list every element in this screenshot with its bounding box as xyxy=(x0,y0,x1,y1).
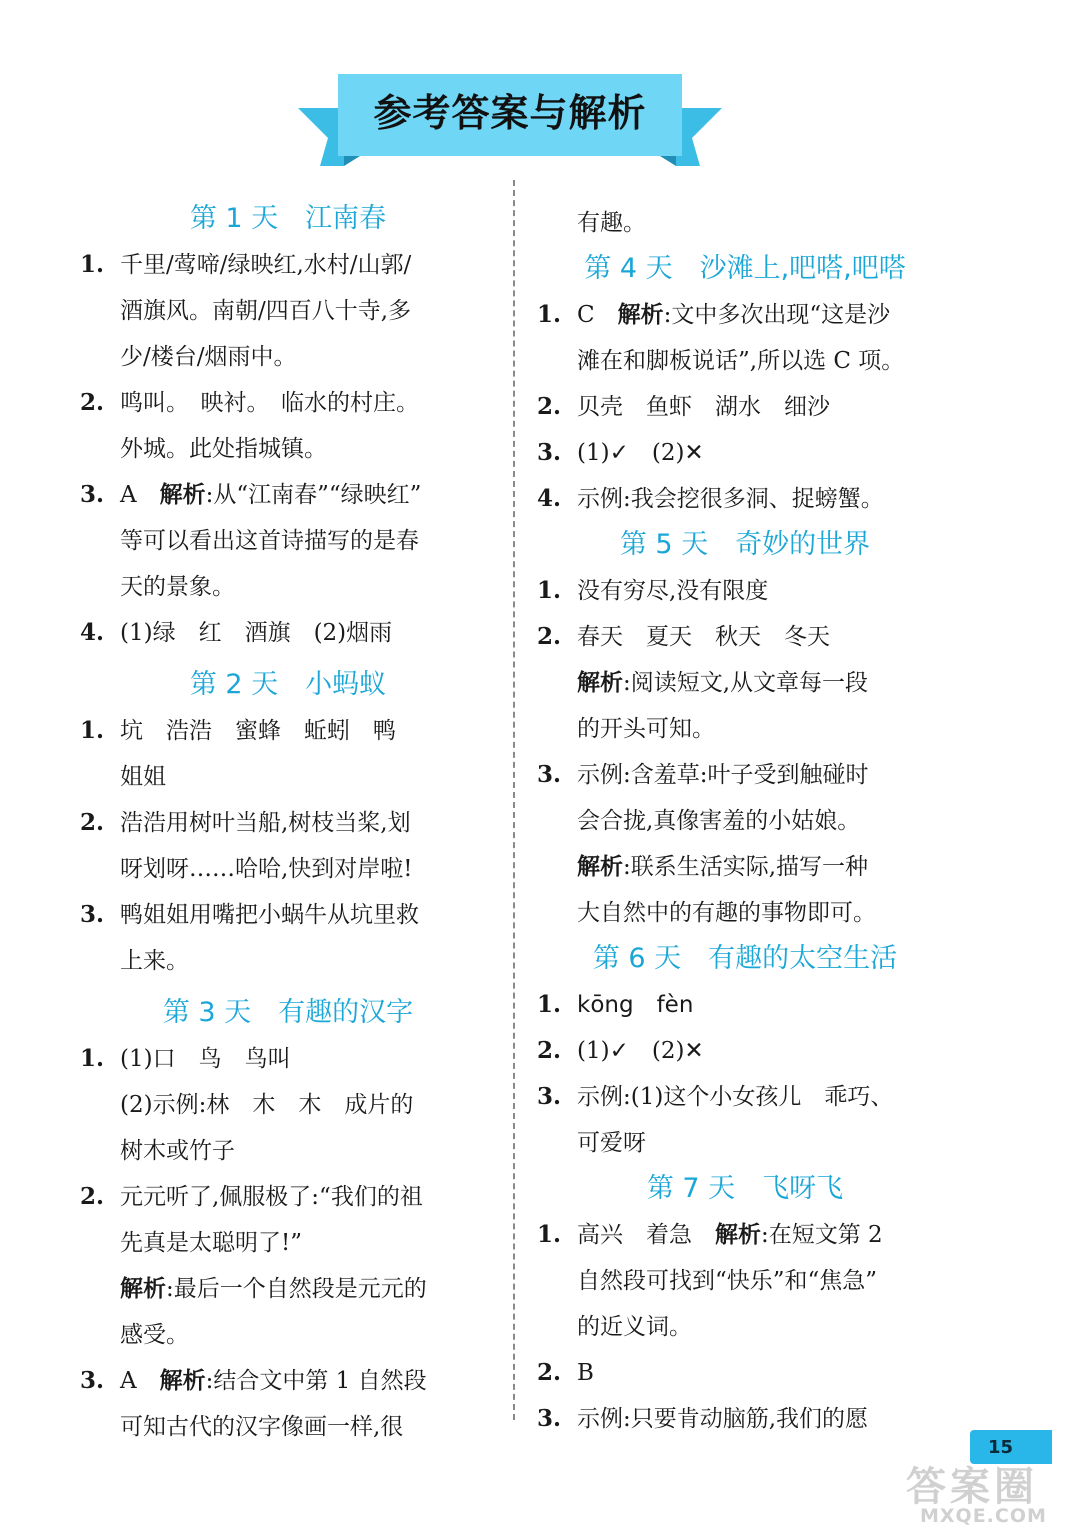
analysis-label: 解析 xyxy=(577,670,623,696)
analysis-text: :在短文第 2 xyxy=(761,1222,883,1248)
answer-line: 春天 夏天 秋天 冬天 xyxy=(577,624,830,650)
answer-item xyxy=(78,892,498,984)
left-column xyxy=(78,196,498,1450)
item-number: 2. xyxy=(537,1359,562,1386)
answer-line: 外城。此处指城镇。 xyxy=(120,436,327,462)
item-number: 3. xyxy=(537,1405,562,1432)
answer-item xyxy=(535,1028,955,1074)
answer-line: (1)口 鸟 鸟叫 xyxy=(120,1046,291,1072)
analysis-text: :联系生活实际,描写一种 xyxy=(623,854,869,880)
answer-line: 滩在和脚板说话”,所以选 C 项。 xyxy=(577,348,905,374)
item-number: 1. xyxy=(537,577,562,604)
answer-line xyxy=(120,1266,498,1312)
item-number: 1. xyxy=(80,717,105,744)
item-number: 2. xyxy=(80,389,105,416)
answer-line xyxy=(577,292,955,338)
answer-item xyxy=(535,292,955,384)
answer-item xyxy=(78,242,498,380)
analysis-label: 解析 xyxy=(577,854,623,880)
answer-line: 大自然中的有趣的事物即可。 xyxy=(577,900,876,926)
item-number: 3. xyxy=(537,1083,562,1110)
answer-line xyxy=(577,844,955,890)
answer-line: 可知古代的汉字像画一样,很 xyxy=(120,1414,404,1440)
item-number: 1. xyxy=(537,301,562,328)
answer-item xyxy=(535,1074,955,1166)
answer-item xyxy=(78,800,498,892)
section-title-day1: 第 1 天 江南春 xyxy=(189,203,387,234)
answer-item xyxy=(78,1358,498,1450)
answer-line: (1)绿 红 酒旗 (2)烟雨 xyxy=(120,620,393,646)
answer-item xyxy=(78,1174,498,1358)
item-number: 4. xyxy=(537,485,562,512)
answer-line: B xyxy=(577,1360,594,1386)
analysis-text: :阅读短文,从文章每一段 xyxy=(623,670,869,696)
analysis-label: 解析 xyxy=(120,1276,166,1302)
answer-line: (1)✓ (2)✕ xyxy=(577,440,704,466)
answer-line: 自然段可找到“快乐”和“焦急” xyxy=(577,1268,878,1294)
answer-line: (1)✓ (2)✕ xyxy=(577,1038,704,1064)
item-number: 2. xyxy=(80,1183,105,1210)
answer-item xyxy=(535,614,955,752)
item-number: 2. xyxy=(537,393,562,420)
item-number: 1. xyxy=(80,1045,105,1072)
answer-item xyxy=(78,472,498,610)
answer-item xyxy=(78,1036,498,1174)
answer-item xyxy=(535,982,955,1028)
analysis-text: :最后一个自然段是元元的 xyxy=(166,1276,427,1302)
answer-line: 少/楼台/烟雨中。 xyxy=(120,344,297,370)
answer-item xyxy=(535,568,955,614)
answer-item xyxy=(535,1350,955,1396)
section-title-day3: 第 3 天 有趣的汉字 xyxy=(162,997,414,1028)
right-column xyxy=(535,200,955,1442)
answer-line: (2)示例:林 木 木 成片的 xyxy=(120,1092,414,1118)
analysis-label: 解析 xyxy=(159,1368,206,1394)
answer-line: 没有穷尽,没有限度 xyxy=(577,578,769,604)
analysis-label: 解析 xyxy=(159,482,206,508)
answer-choice: 高兴 着急 xyxy=(577,1222,715,1248)
answer-line: 示例:我会挖很多洞、捉螃蟹。 xyxy=(577,486,884,512)
answer-line: 先真是太聪明了!” xyxy=(120,1230,303,1256)
answer-line: 示例:含羞草:叶子受到触碰时 xyxy=(577,762,869,788)
answer-line xyxy=(577,1212,955,1258)
answer-item xyxy=(78,380,498,472)
column-divider xyxy=(513,180,515,1420)
answer-item xyxy=(78,708,498,800)
answer-choice: C xyxy=(577,302,618,328)
section-title-day2: 第 2 天 小蚂蚁 xyxy=(189,669,387,700)
answer-line: 示例:只要肯动脑筋,我们的愿 xyxy=(577,1406,869,1432)
item-number: 3. xyxy=(80,901,105,928)
item-number: 3. xyxy=(537,761,562,788)
answer-line xyxy=(577,660,955,706)
answer-line: 可爱呀 xyxy=(577,1130,646,1156)
answer-item xyxy=(535,476,955,522)
answer-line: 鸭姐姐用嘴把小蜗牛从坑里救 xyxy=(120,902,419,928)
answer-choice: A xyxy=(120,1368,160,1394)
watermark-url: MXQE.COM xyxy=(920,1505,1047,1527)
item-number: 3. xyxy=(80,1367,105,1394)
item-number: 2. xyxy=(537,623,562,650)
answer-line: 天的景象。 xyxy=(120,574,235,600)
answer-line: 会合拢,真像害羞的小姑娘。 xyxy=(577,808,861,834)
answer-line: kōng fèn xyxy=(577,992,694,1018)
answer-line: 千里/莺啼/绿映红,水村/山郭/ xyxy=(120,252,412,278)
answer-line: 贝壳 鱼虾 湖水 细沙 xyxy=(577,394,830,420)
section-title-day7: 第 7 天 飞呀飞 xyxy=(646,1173,844,1204)
item-number: 3. xyxy=(537,439,562,466)
answer-line: 等可以看出这首诗描写的是春 xyxy=(120,528,419,554)
answer-line: 示例:(1)这个小女孩儿 乖巧、 xyxy=(577,1084,894,1110)
answer-item xyxy=(535,1212,955,1350)
item-number: 1. xyxy=(80,251,105,278)
page-number: 15 xyxy=(970,1430,1052,1464)
answer-line: 感受。 xyxy=(120,1322,189,1348)
analysis-label: 解析 xyxy=(715,1222,761,1248)
answer-line: 酒旗风。南朝/四百八十寺,多 xyxy=(120,298,412,324)
answer-line: 呀划呀……哈哈,快到对岸啦! xyxy=(120,856,413,882)
item-number: 1. xyxy=(537,1221,562,1248)
section-title-day4: 第 4 天 沙滩上,吧嗒,吧嗒 xyxy=(584,253,906,284)
site-watermark xyxy=(880,1455,1060,1531)
answer-line: 鸣叫。 映衬。 临水的村庄。 xyxy=(120,390,419,416)
analysis-text: :从“江南春”“绿映红” xyxy=(205,482,422,508)
answer-line: 元元听了,佩服极了:“我们的祖 xyxy=(120,1184,423,1210)
continued-line: 有趣。 xyxy=(577,210,646,236)
answer-banner xyxy=(298,70,722,170)
analysis-label: 解析 xyxy=(617,302,664,328)
answer-choice: A xyxy=(120,482,160,508)
item-number: 2. xyxy=(537,1037,562,1064)
item-number: 1. xyxy=(537,991,562,1018)
answer-item xyxy=(535,384,955,430)
answer-item xyxy=(535,752,955,936)
item-number: 3. xyxy=(80,481,105,508)
answer-line: 的近义词。 xyxy=(577,1314,692,1340)
answer-line xyxy=(120,472,498,518)
answer-line xyxy=(120,1358,498,1404)
analysis-text: :文中多次出现“这是沙 xyxy=(663,302,891,328)
answer-line: 浩浩用树叶当船,树枝当桨,划 xyxy=(120,810,411,836)
answer-item xyxy=(535,430,955,476)
banner-title: 参考答案与解析 xyxy=(373,91,647,135)
item-number: 4. xyxy=(80,619,105,646)
answer-item xyxy=(78,610,498,656)
answer-line: 姐姐 xyxy=(120,764,166,790)
answer-line: 上来。 xyxy=(120,948,189,974)
answer-line: 树木或竹子 xyxy=(120,1138,235,1164)
section-title-day5: 第 5 天 奇妙的世界 xyxy=(619,529,871,560)
answer-line: 坑 浩浩 蜜蜂 蚯蚓 鸭 xyxy=(120,718,396,744)
watermark-text: 答案圈 xyxy=(906,1464,1038,1510)
answer-line: 的开头可知。 xyxy=(577,716,715,742)
analysis-text: :结合文中第 1 自然段 xyxy=(205,1368,427,1394)
section-title-day6: 第 6 天 有趣的太空生活 xyxy=(592,943,898,974)
item-number: 2. xyxy=(80,809,105,836)
answer-item xyxy=(535,1396,955,1442)
